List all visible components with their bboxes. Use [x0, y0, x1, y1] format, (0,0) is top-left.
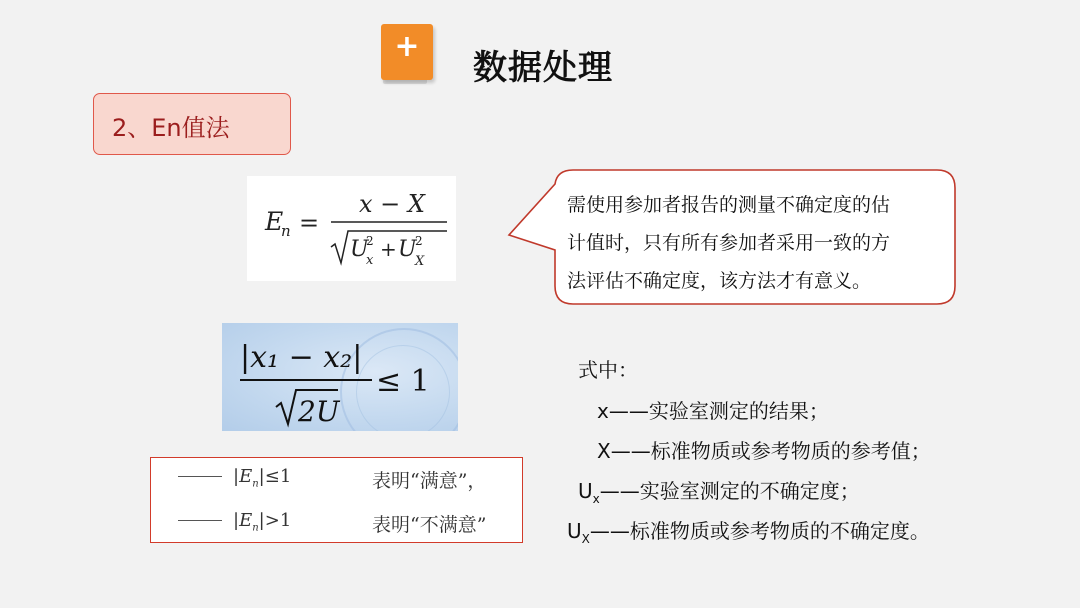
legend-symbol: x: [597, 399, 609, 423]
en-numerator: x − X: [359, 190, 425, 218]
diff-numerator: |x₁ − x₂|: [240, 340, 363, 375]
criteria-table: [150, 457, 523, 543]
legend-subscript: X: [581, 532, 590, 546]
legend-heading: 式中：: [578, 358, 638, 382]
legend-text: ——标准物质或参考物质的参考值；: [610, 439, 931, 463]
legend-item: [597, 435, 931, 464]
page-title: 数据处理: [473, 48, 613, 88]
bubble-line: 需使用参加者报告的测量不确定度的估: [567, 194, 891, 216]
en-lhs-symbol: E: [265, 207, 284, 236]
criteria-row: [151, 508, 522, 538]
legend-symbol: X: [597, 439, 611, 463]
en-plus: +: [380, 237, 397, 261]
en-term2-base: U: [398, 237, 417, 262]
difference-formula: [222, 323, 458, 431]
en-term1-base: U: [350, 237, 369, 262]
en-term2-sub: X: [415, 254, 425, 269]
legend-text: ——标准物质或参考物质的不确定度。: [589, 519, 930, 543]
criteria-dash: [178, 476, 222, 477]
plus-glyph: +: [394, 29, 420, 64]
en-term1-sub: x: [366, 253, 374, 268]
criteria-condition: $|E_n|>1$: [233, 510, 292, 534]
legend-item: [567, 515, 930, 546]
criteria-row: [151, 464, 522, 494]
en-lhs-subscript: n: [281, 222, 291, 240]
criteria-description: 表明“满意”，: [372, 470, 487, 492]
legend-symbol: U: [567, 519, 582, 543]
diff-relation: ≤ 1: [376, 364, 430, 399]
difference-formula-image: [222, 323, 458, 431]
en-formula: [247, 176, 456, 281]
legend-text: ——实验室测定的结果；: [608, 399, 829, 423]
plus-icon: [381, 24, 433, 80]
method-label-box: [93, 93, 291, 155]
en-equals: =: [299, 209, 320, 237]
legend-symbol: U: [578, 479, 593, 503]
legend-item: [597, 395, 829, 424]
bubble-text: [567, 186, 939, 300]
method-label: 2、En值法: [112, 114, 230, 142]
bubble-line: 法评估不确定度，该方法才有意义。: [567, 270, 872, 292]
legend-item: [578, 475, 860, 506]
bubble-line: 计值时，只有所有参加者采用一致的方: [567, 232, 891, 254]
legend-text: ——实验室测定的不确定度；: [599, 479, 860, 503]
criteria-dash: [178, 520, 222, 521]
en-term1-sup: 2: [366, 234, 374, 248]
legend-subscript: x: [592, 492, 600, 506]
criteria-description: 表明“不满意”: [372, 514, 487, 536]
en-term2-sup: 2: [415, 234, 423, 248]
en-formula-image: [247, 176, 456, 281]
criteria-condition: $|E_n|\le 1$: [233, 466, 292, 490]
diff-denominator: 2U: [298, 395, 340, 428]
